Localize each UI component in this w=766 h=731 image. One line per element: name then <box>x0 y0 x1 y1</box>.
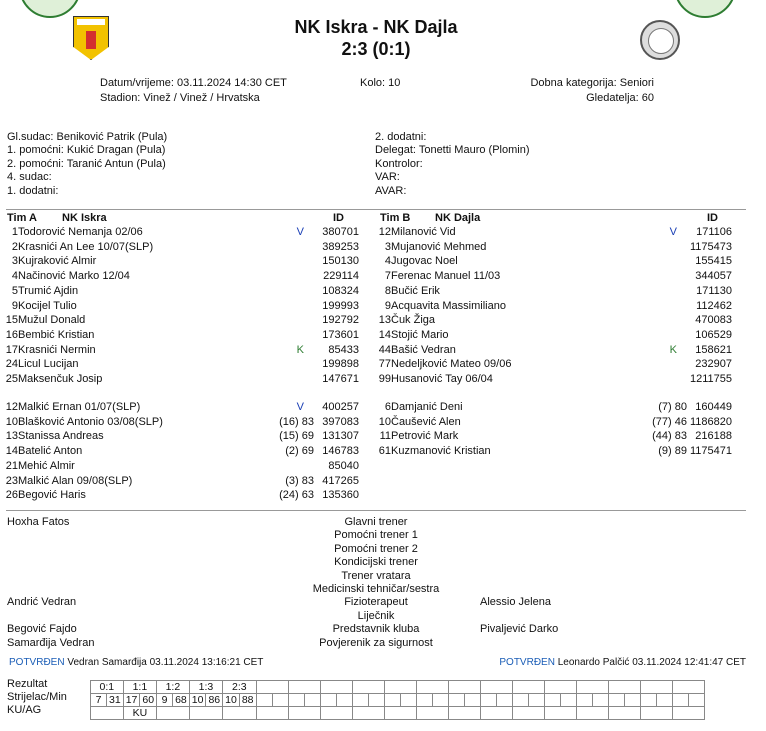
result-cell-empty <box>576 681 608 694</box>
kuag-cell-empty <box>320 707 352 720</box>
player-name: Čuk Žiga <box>391 314 436 327</box>
team-b-name: NK Dajla <box>435 212 481 224</box>
scorer-cell-empty <box>512 694 528 707</box>
officials-left <box>7 131 167 198</box>
scorer-number: 17 <box>123 694 140 707</box>
player-number: 14 <box>378 328 391 341</box>
player-number: 13 <box>378 314 391 327</box>
player-number: 10 <box>378 415 391 428</box>
scorer-minute: 31 <box>107 694 124 707</box>
player-number: 11 <box>379 430 391 443</box>
player-id: 199898 <box>322 358 359 371</box>
scorer-label: Strijelac/Min <box>7 691 67 703</box>
player-row <box>0 285 370 299</box>
player-row <box>0 314 370 328</box>
result-cell-empty <box>416 681 448 694</box>
player-name: Milanović Vid <box>391 226 456 238</box>
player-number: 17 <box>5 343 18 356</box>
player-number: 23 <box>5 474 18 487</box>
result-cell: 0:1 <box>91 681 124 694</box>
player-id: 146783 <box>322 445 359 458</box>
confirmation-away <box>499 657 746 668</box>
confirmation-home <box>9 657 263 668</box>
official-line: VAR: <box>375 171 400 184</box>
player-id: 158621 <box>695 343 732 356</box>
scorer-number: 9 <box>157 694 173 707</box>
player-id: 85433 <box>328 343 359 356</box>
scorer-minute: 68 <box>173 694 190 707</box>
player-number: 12 <box>378 226 391 238</box>
score-progress-grid <box>90 680 705 720</box>
official-line: 2. dodatni: <box>375 131 427 143</box>
scorer-cell-empty <box>576 694 592 707</box>
staff-role: Pomoćni trener 2 <box>334 542 418 555</box>
kuag-cell-empty <box>256 707 288 720</box>
player-row <box>373 270 743 284</box>
player-row <box>373 416 743 430</box>
nk-dajla-logo <box>640 20 680 60</box>
kuag-cell-empty <box>608 707 640 720</box>
staff-role: Medicinski tehničar/sestra <box>312 583 440 595</box>
result-cell-empty <box>320 681 352 694</box>
player-number: 9 <box>384 299 391 312</box>
player-row <box>0 329 370 343</box>
player-name: Načinović Marko 12/04 <box>18 270 130 283</box>
player-name: Jugovac Noel <box>391 255 458 268</box>
player-number: 2 <box>11 240 18 253</box>
player-number: 99 <box>378 373 391 385</box>
result-cell: 1:3 <box>189 681 222 694</box>
match-datetime: Datum/vrijeme: 03.11.2024 14:30 CET <box>100 77 287 89</box>
scorer-cell-empty <box>688 694 704 707</box>
player-mark: V <box>296 226 304 238</box>
player-name: Husanović Tay 06/04 <box>391 373 493 385</box>
player-row <box>373 358 743 372</box>
result-cell-empty <box>288 681 320 694</box>
player-mark: V <box>296 401 304 413</box>
player-number: 13 <box>5 430 18 443</box>
team-a-label: Tim A <box>7 212 37 224</box>
player-row <box>373 300 743 314</box>
association-logo-right <box>674 0 736 18</box>
scorer-cell-empty <box>656 694 672 707</box>
player-id: 380701 <box>322 226 359 238</box>
player-row <box>373 314 743 328</box>
result-cell-empty <box>672 681 704 694</box>
kuag-label: KU/AG <box>7 704 42 716</box>
player-row <box>0 401 370 415</box>
scorer-cell-empty <box>464 694 480 707</box>
player-id: 1211755 <box>689 373 732 385</box>
scorer-number: 10 <box>223 694 240 707</box>
player-name: Batelić Anton <box>18 445 83 458</box>
player-row <box>373 226 743 240</box>
player-name: Damjanić Deni <box>391 401 463 413</box>
player-id: 229114 <box>323 270 359 283</box>
official-line: AVAR: <box>375 184 407 197</box>
match-stadium: Stadion: Vinež / Vinež / Hrvatska <box>100 92 260 104</box>
player-name: Mužul Donald <box>18 314 86 327</box>
substitution-info: (3) 83 <box>285 474 314 487</box>
divider-staff <box>6 510 746 511</box>
confirmed-text: Leonardo Palčić 03.11.2024 12:41:47 CET <box>557 657 746 668</box>
result-cell-empty <box>608 681 640 694</box>
scorer-cell-empty <box>272 694 288 707</box>
player-id: 147671 <box>322 373 359 385</box>
player-number: 4 <box>384 255 391 268</box>
spectators: Gledatelja: 60 <box>586 92 654 104</box>
player-name: Licul Lucijan <box>18 358 79 371</box>
player-name: Acquavita Massimiliano <box>391 299 506 312</box>
player-row <box>373 255 743 269</box>
player-id: 131307 <box>322 430 359 443</box>
result-label: Rezultat <box>7 678 48 690</box>
player-number: 10 <box>5 415 18 428</box>
result-cell: 2:3 <box>223 681 256 694</box>
scorer-cell-empty <box>304 694 320 707</box>
player-id: 192792 <box>322 314 359 327</box>
player-id: 397083 <box>322 415 359 428</box>
match-round: Kolo: 10 <box>360 77 401 89</box>
scorer-cell-empty <box>288 694 304 707</box>
player-number: 6 <box>384 401 391 413</box>
staff-role: Predstavnik kluba <box>332 623 420 636</box>
result-cell-empty <box>480 681 512 694</box>
staff-home-name: Andrić Vedran <box>7 596 77 609</box>
match-score: 2:3 (0:1) <box>341 39 411 59</box>
player-row <box>0 489 370 503</box>
substitution-info: (16) 83 <box>279 415 314 428</box>
competition-title-cut <box>290 0 295 11</box>
player-id: 106529 <box>695 328 732 341</box>
result-cell: 1:1 <box>123 681 156 694</box>
staff-role: Glavni trener <box>344 516 408 528</box>
player-number: 21 <box>5 459 18 472</box>
scorer-cell-empty <box>336 694 352 707</box>
staff-home-name: Hoxha Fatos <box>7 516 70 528</box>
scorer-number: 10 <box>189 694 206 707</box>
official-line: Kontrolor: <box>375 157 423 170</box>
scorer-cell-empty <box>528 694 544 707</box>
player-row <box>0 460 370 474</box>
official-line: Delegat: Tonetti Mauro (Plomin) <box>375 144 530 157</box>
player-number: 7 <box>384 270 391 283</box>
scorer-number: 7 <box>91 694 107 707</box>
player-row <box>0 270 370 284</box>
player-name: Malkić Ernan 01/07(SLP) <box>18 401 141 413</box>
kuag-cell-empty <box>352 707 384 720</box>
player-row <box>373 401 743 415</box>
result-cell-empty <box>384 681 416 694</box>
official-line: 1. pomoćni: Kukić Dragan (Pula) <box>7 144 166 157</box>
kuag-cell: KU <box>123 707 156 720</box>
official-line: 2. pomoćni: Taranić Antun (Pula) <box>7 157 166 170</box>
official-line: 1. dodatni: <box>7 184 59 197</box>
player-number: 44 <box>378 343 391 356</box>
kuag-cell <box>157 707 190 720</box>
player-name: Kuzmanović Kristian <box>391 445 491 458</box>
player-name: Blašković Antonio 03/08(SLP) <box>18 415 163 428</box>
official-line: 4. sudac: <box>7 171 52 184</box>
player-number: 14 <box>5 445 18 458</box>
player-name: Trumić Ajdin <box>18 284 79 297</box>
official-line: Gl.sudac: Beniković Patrik (Pula) <box>7 131 168 143</box>
scorer-minute: 86 <box>206 694 223 707</box>
player-id: 85040 <box>328 459 359 472</box>
player-name: Petrović Mark <box>391 430 459 443</box>
player-id: 1186820 <box>689 415 732 428</box>
player-name: Ferenac Manuel 11/03 <box>391 270 501 283</box>
player-number: 15 <box>5 314 18 327</box>
player-number: 25 <box>5 373 18 385</box>
player-name: Mujanović Mehmed <box>391 240 487 253</box>
staff-role: Liječnik <box>357 609 395 622</box>
substitution-info: (7) 80 <box>658 401 687 413</box>
nk-iskra-logo <box>73 16 109 60</box>
scorer-cell-empty <box>384 694 400 707</box>
player-name: Čaušević Alen <box>391 415 461 428</box>
player-row <box>0 255 370 269</box>
scorer-cell-empty <box>352 694 368 707</box>
player-name: Mehić Almir <box>18 459 75 472</box>
player-name: Krasnići An Lee 10/07(SLP) <box>18 240 154 253</box>
player-id: 232907 <box>695 358 732 371</box>
player-id: 216188 <box>695 430 732 443</box>
player-row <box>373 329 743 343</box>
player-id: 173601 <box>322 328 359 341</box>
player-row <box>0 373 370 387</box>
player-id: 1175473 <box>689 240 732 253</box>
association-logo-left <box>19 0 81 18</box>
player-id: 470083 <box>695 314 732 327</box>
substitution-info: (15) 69 <box>279 430 314 443</box>
age-category: Dobna kategorija: Seniori <box>530 77 654 89</box>
team-a-id-header: ID <box>333 212 344 224</box>
player-number: 24 <box>5 358 18 371</box>
player-name: Bučić Erik <box>391 284 440 297</box>
scorer-cell-empty <box>448 694 464 707</box>
staff-role: Kondicijski trener <box>334 556 418 569</box>
player-id: 417265 <box>322 474 359 487</box>
scorer-cell-empty <box>416 694 432 707</box>
player-name: Kocijel Tulio <box>18 299 77 312</box>
player-id: 400257 <box>322 401 359 413</box>
player-id: 150130 <box>322 255 359 268</box>
player-number: 26 <box>5 489 18 502</box>
scorer-cell-empty <box>496 694 512 707</box>
team-b-label: Tim B <box>380 212 411 224</box>
staff-role: Povjerenik za sigurnost <box>319 636 433 649</box>
team-a-name: NK Iskra <box>62 212 107 224</box>
player-row <box>0 358 370 372</box>
player-name: Bašić Vedran <box>391 343 456 356</box>
player-name: Malkić Alan 09/08(SLP) <box>18 474 133 487</box>
kuag-cell-empty <box>384 707 416 720</box>
player-number: 9 <box>11 299 18 312</box>
player-row <box>373 241 743 255</box>
scorer-cell-empty <box>544 694 560 707</box>
scorer-cell-empty <box>640 694 656 707</box>
staff-role: Trener vratara <box>341 569 411 582</box>
staff-role: Fizioterapeut <box>344 596 408 609</box>
player-id: 344057 <box>695 270 732 283</box>
scorer-cell-empty <box>368 694 384 707</box>
player-number: 16 <box>5 328 18 341</box>
player-number: 77 <box>378 358 391 371</box>
result-cell: 1:2 <box>157 681 190 694</box>
player-row <box>0 416 370 430</box>
player-id: 112462 <box>696 299 732 312</box>
player-number: 8 <box>384 284 391 297</box>
result-cell-empty <box>256 681 288 694</box>
player-number: 12 <box>5 401 18 413</box>
player-name: Maksenčuk Josip <box>18 373 103 385</box>
kuag-cell-empty <box>416 707 448 720</box>
player-row <box>0 445 370 459</box>
substitution-info: (9) 89 <box>658 445 687 458</box>
result-cell-empty <box>544 681 576 694</box>
kuag-cell <box>223 707 256 720</box>
player-number: 3 <box>384 240 391 253</box>
kuag-cell-empty <box>480 707 512 720</box>
scorer-minute: 60 <box>140 694 157 707</box>
confirmed-text: Vedran Samarđija 03.11.2024 13:16:21 CET <box>67 657 264 668</box>
scorer-cell-empty <box>480 694 496 707</box>
player-number: 61 <box>378 445 391 458</box>
kuag-cell-empty <box>544 707 576 720</box>
officials-right <box>375 131 529 198</box>
scorer-minute: 88 <box>239 694 256 707</box>
player-number: 5 <box>11 284 18 297</box>
player-row <box>0 344 370 358</box>
scorer-cell-empty <box>320 694 336 707</box>
player-name: Stojić Mario <box>391 328 449 341</box>
player-number: 1 <box>11 226 18 238</box>
scorer-cell-empty <box>624 694 640 707</box>
player-id: 199993 <box>322 299 359 312</box>
player-id: 171106 <box>696 226 732 238</box>
player-row <box>373 445 743 459</box>
player-name: Stanissa Andreas <box>18 430 104 443</box>
player-row <box>373 430 743 444</box>
confirmed-label: POTVRĐEN <box>499 657 555 668</box>
staff-home-name: Samarđija Vedran <box>7 636 95 649</box>
staff-away-name: Pivaljević Darko <box>480 623 559 636</box>
confirmed-label: POTVRĐEN <box>9 657 65 668</box>
scorer-cell-empty <box>432 694 448 707</box>
substitution-info: (77) 46 <box>652 415 687 428</box>
player-id: 155415 <box>695 255 732 268</box>
substitution-info: (44) 83 <box>652 430 687 443</box>
player-id: 135360 <box>322 489 359 502</box>
player-number: 4 <box>11 270 18 283</box>
result-cell-empty <box>640 681 672 694</box>
substitution-info: (2) 69 <box>285 445 314 458</box>
substitution-info: (24) 63 <box>279 489 314 502</box>
kuag-cell-empty <box>640 707 672 720</box>
player-row <box>373 344 743 358</box>
kuag-cell-empty <box>448 707 480 720</box>
scorer-cell-empty <box>592 694 608 707</box>
scorer-cell-empty <box>672 694 688 707</box>
staff-role: Pomoćni trener 1 <box>334 529 418 542</box>
player-row <box>373 285 743 299</box>
player-row <box>0 226 370 240</box>
player-row <box>0 241 370 255</box>
player-number: 3 <box>11 255 18 268</box>
player-name: Kujraković Almir <box>18 255 97 268</box>
kuag-cell <box>91 707 124 720</box>
result-cell-empty <box>448 681 480 694</box>
player-name: Begović Haris <box>18 489 86 502</box>
player-id: 108324 <box>322 284 359 297</box>
scorer-cell-empty <box>256 694 272 707</box>
kuag-cell <box>189 707 222 720</box>
player-name: Nedeljković Mateo 09/06 <box>391 358 512 371</box>
player-name: Todorović Nemanja 02/06 <box>18 226 143 238</box>
match-title: NK Iskra - NK Dajla <box>294 17 458 37</box>
player-name: Krasnići Nermin <box>18 343 96 356</box>
player-id: 171130 <box>696 284 732 297</box>
result-cell-empty <box>352 681 384 694</box>
scorer-cell-empty <box>560 694 576 707</box>
player-id: 1175471 <box>689 445 732 458</box>
player-mark: K <box>296 343 304 356</box>
result-cell-empty <box>512 681 544 694</box>
player-mark: V <box>669 226 677 238</box>
kuag-cell-empty <box>288 707 320 720</box>
player-row <box>0 430 370 444</box>
kuag-cell-empty <box>672 707 704 720</box>
player-row <box>0 475 370 489</box>
divider-top <box>6 209 746 210</box>
player-mark: K <box>669 343 677 356</box>
scorer-cell-empty <box>400 694 416 707</box>
player-row <box>0 300 370 314</box>
scorer-cell-empty <box>608 694 624 707</box>
team-b-id-header: ID <box>707 212 718 224</box>
player-row <box>373 373 743 387</box>
player-name: Bembić Kristian <box>18 328 95 341</box>
player-id: 389253 <box>322 240 359 253</box>
staff-away-name: Alessio Jelena <box>480 596 551 609</box>
player-id: 160449 <box>695 401 732 413</box>
kuag-cell-empty <box>512 707 544 720</box>
kuag-cell-empty <box>576 707 608 720</box>
staff-home-name: Begović Fajdo <box>7 623 77 636</box>
